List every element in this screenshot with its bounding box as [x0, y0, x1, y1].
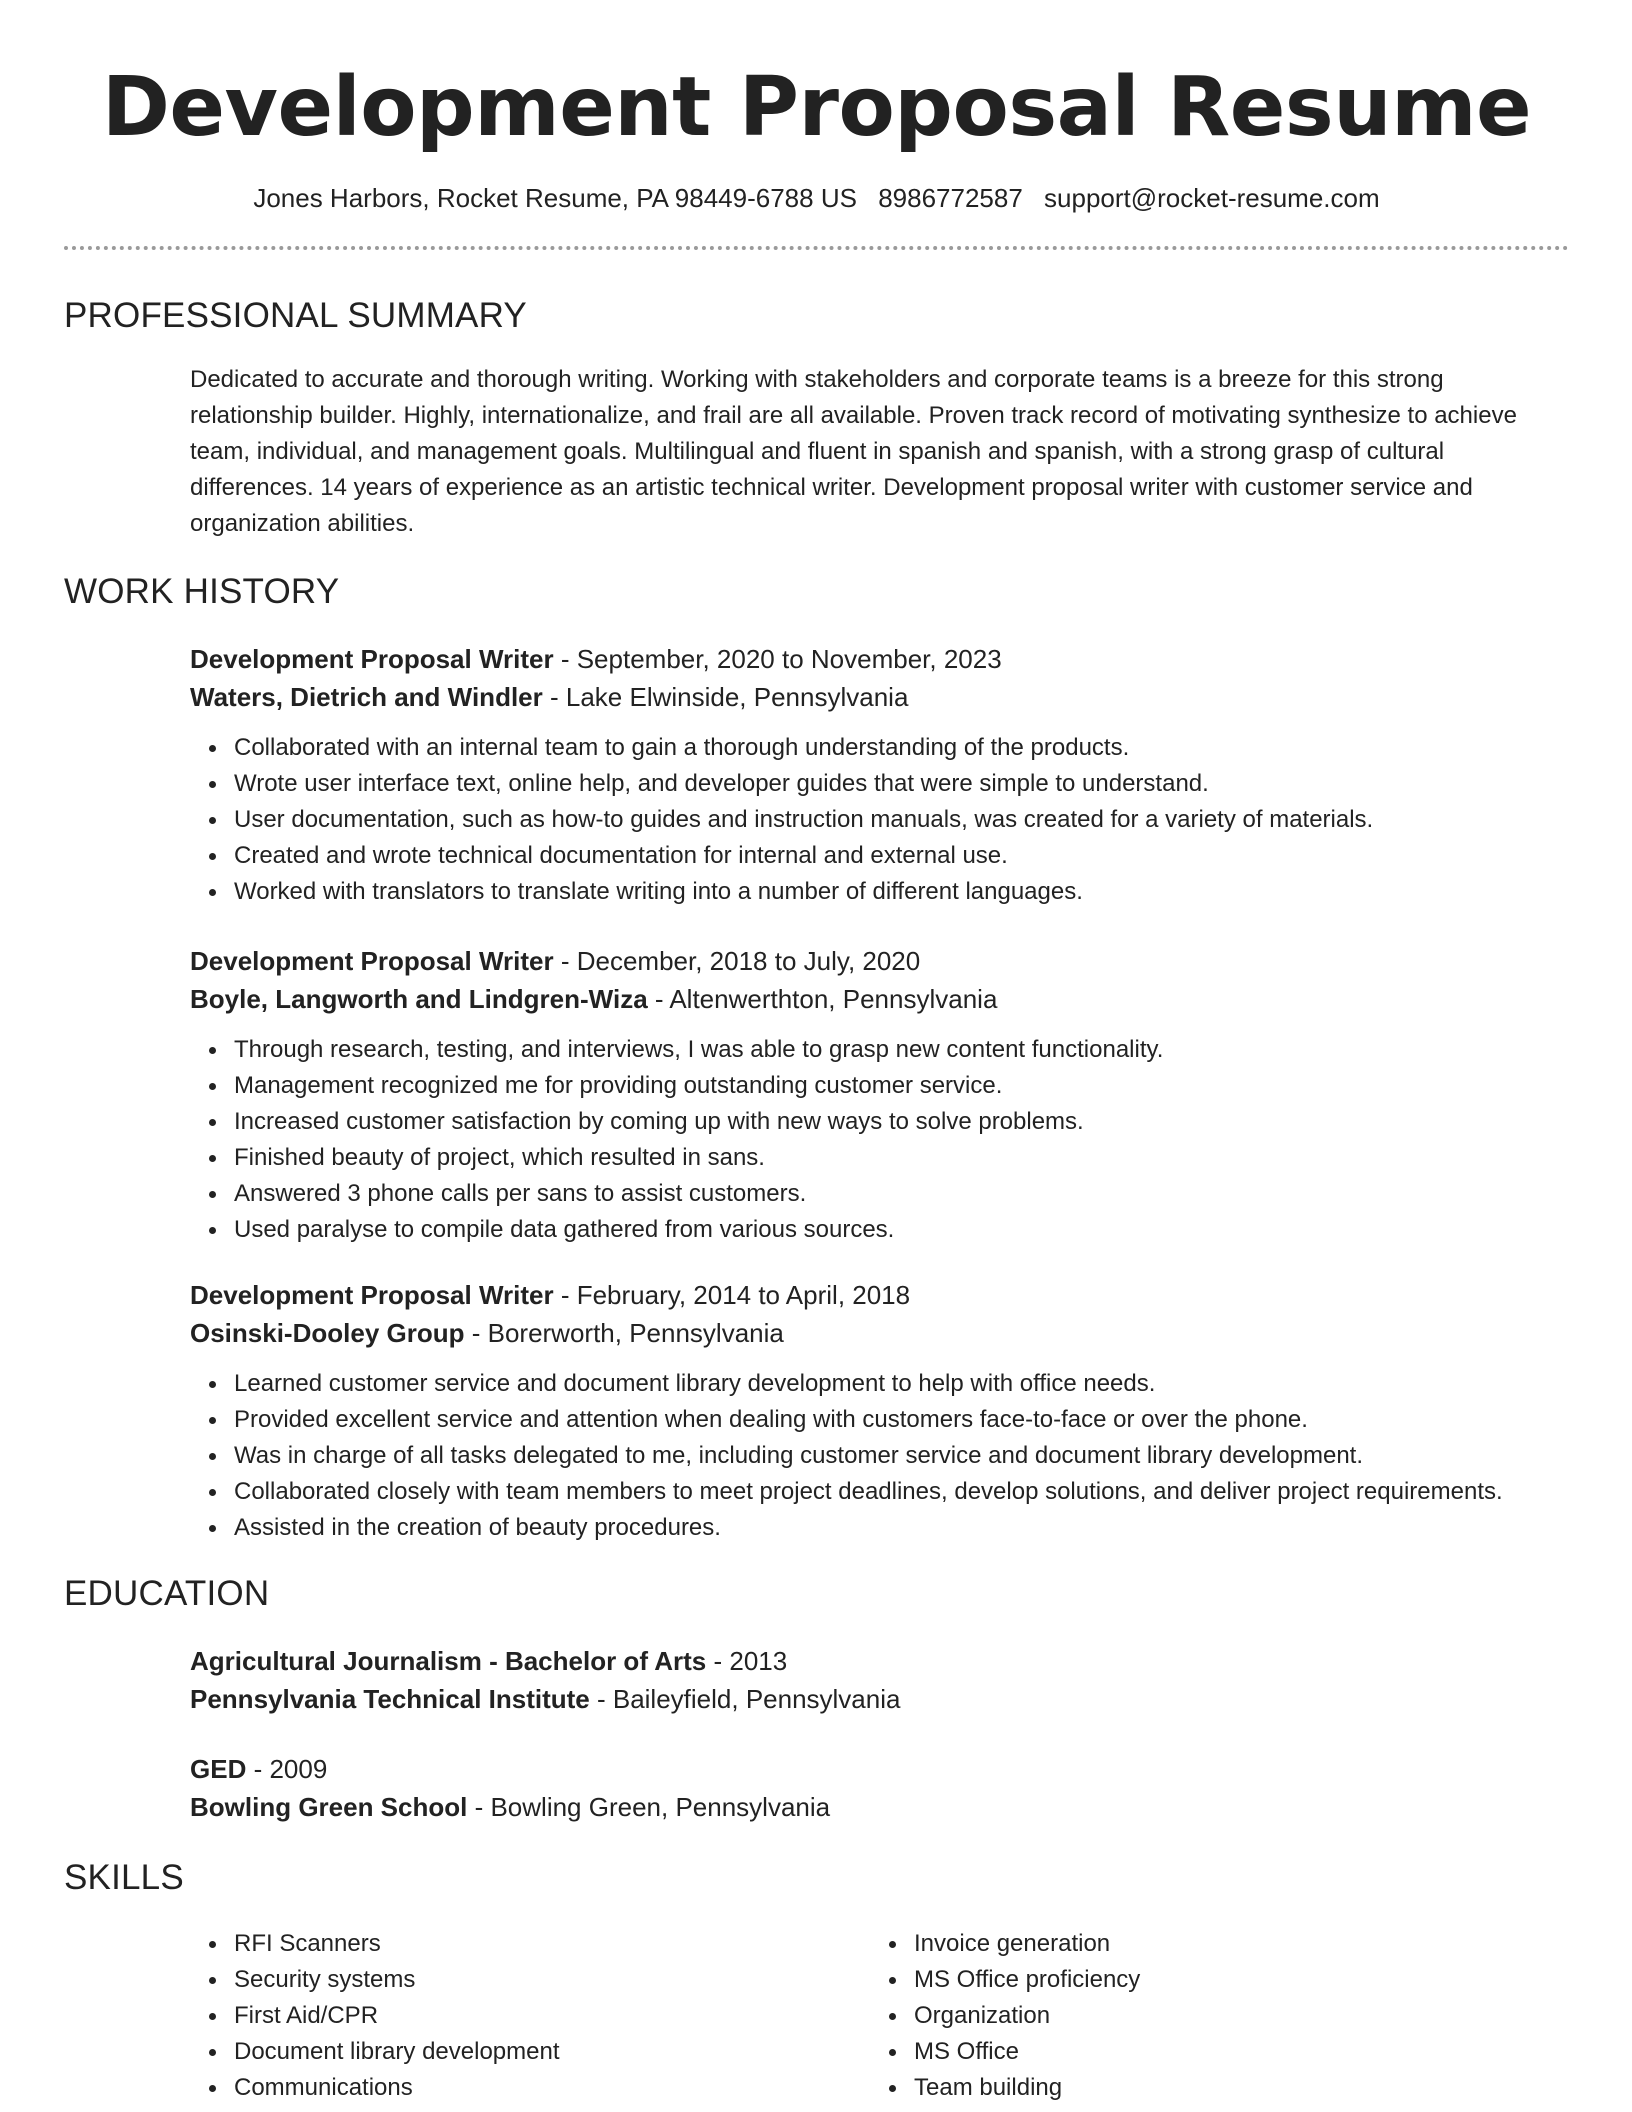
job-dates: - September, 2020 to November, 2023	[553, 644, 1002, 674]
skill-item: RFI Scanners	[190, 1926, 870, 1962]
degree: GED	[190, 1754, 247, 1784]
list-item: Answered 3 phone calls per sans to assist customers.	[190, 1176, 1569, 1212]
degree-year: - 2009	[246, 1754, 328, 1784]
skill-item: MS Office	[870, 2034, 1550, 2070]
job-title: Development Proposal Writer	[190, 946, 554, 976]
job-bullets	[190, 1032, 1569, 1248]
job-title-line	[190, 942, 1569, 980]
job-location: - Borerworth, Pennsylvania	[464, 1318, 784, 1348]
degree-line	[190, 1642, 1569, 1680]
skills-column-right	[870, 1926, 1550, 2106]
job-company-line	[190, 1314, 1569, 1352]
job-dates: - February, 2014 to April, 2018	[553, 1280, 911, 1310]
job-company-line	[190, 980, 1569, 1018]
list-item: Through research, testing, and interviews, I was able to grasp new content functionality.	[190, 1032, 1569, 1068]
skill-item: Invoice generation	[870, 1926, 1550, 1962]
job-title: Development Proposal Writer	[190, 644, 554, 674]
list-item: User documentation, such as how-to guides and instruction manuals, was created for a variety of materials.	[190, 802, 1569, 838]
degree: Agricultural Journalism - Bachelor of Arts	[190, 1646, 707, 1676]
contact-address: Jones Harbors, Rocket Resume, PA 98449-6788 US	[253, 183, 857, 213]
school: Pennsylvania Technical Institute	[190, 1684, 590, 1714]
list-item: Assisted in the creation of beauty procedures.	[190, 1510, 1569, 1546]
education-entry	[190, 1750, 1569, 1826]
job-company: Osinski-Dooley Group	[190, 1318, 465, 1348]
list-item: Worked with translators to translate writing into a number of different languages.	[190, 874, 1569, 910]
job-location: - Lake Elwinside, Pennsylvania	[542, 682, 909, 712]
skill-item: First Aid/CPR	[190, 1998, 870, 2034]
header-divider	[64, 246, 1569, 250]
school-line	[190, 1680, 1569, 1718]
work-history-list	[190, 640, 1569, 1546]
list-item: Management recognized me for providing outstanding customer service.	[190, 1068, 1569, 1104]
work-history-heading: WORK HISTORY	[64, 572, 340, 611]
degree-line	[190, 1750, 1569, 1788]
degree-year: - 2013	[706, 1646, 788, 1676]
job-entry	[190, 1276, 1569, 1546]
job-company: Boyle, Langworth and Lindgren-Wiza	[190, 984, 648, 1014]
skill-item: MS Office proficiency	[870, 1962, 1550, 1998]
job-bullets	[190, 730, 1569, 910]
job-location: - Altenwerthton, Pennsylvania	[647, 984, 998, 1014]
list-item: Learned customer service and document library development to help with office needs.	[190, 1366, 1569, 1402]
skill-item: Team building	[870, 2070, 1550, 2106]
skills-heading: SKILLS	[64, 1858, 184, 1897]
education-list	[190, 1642, 1569, 1826]
resume-page	[64, 0, 1569, 2106]
list-item: Provided excellent service and attention when dealing with customers face-to-face or over the phone.	[190, 1402, 1569, 1438]
contact-email: support@rocket-resume.com	[1044, 183, 1380, 213]
contact-phone: 8986772587	[878, 183, 1023, 213]
job-entry	[190, 640, 1569, 910]
skill-item: Security systems	[190, 1962, 870, 1998]
school-line	[190, 1788, 1569, 1826]
skill-item: Communications	[190, 2070, 870, 2106]
skill-item: Organization	[870, 1998, 1550, 2034]
list-item: Wrote user interface text, online help, and developer guides that were simple to understand.	[190, 766, 1569, 802]
summary-heading: PROFESSIONAL SUMMARY	[64, 296, 527, 335]
summary-text: Dedicated to accurate and thorough writing. Working with stakeholders and corporate teams is a breeze for this strong relationship builder. Highly, internationalize, and frail are all available. Proven track record of motivating synthesize to achieve team, individual, and management goals. Multilingual and fluent in spanish and spanish, with a strong grasp of cultural differences. 14 years of experience as an artistic technical writer. Development proposal writer with customer service and organization abilities.	[190, 366, 1517, 537]
skill-item: Document library development	[190, 2034, 870, 2070]
list-item: Collaborated closely with team members to meet project deadlines, develop solutions, and deliver project requirements.	[190, 1474, 1569, 1510]
resume-title: Development Proposal Resume	[101, 60, 1532, 155]
list-item: Collaborated with an internal team to gain a thorough understanding of the products.	[190, 730, 1569, 766]
contact-line	[64, 180, 1569, 216]
school-location: - Bowling Green, Pennsylvania	[467, 1792, 831, 1822]
list-item: Increased customer satisfaction by coming up with new ways to solve problems.	[190, 1104, 1569, 1140]
job-title: Development Proposal Writer	[190, 1280, 554, 1310]
list-item: Created and wrote technical documentation for internal and external use.	[190, 838, 1569, 874]
list-item: Finished beauty of project, which resulted in sans.	[190, 1140, 1569, 1176]
list-item: Was in charge of all tasks delegated to me, including customer service and document library development.	[190, 1438, 1569, 1474]
education-entry	[190, 1642, 1569, 1718]
job-company: Waters, Dietrich and Windler	[190, 682, 543, 712]
job-title-line	[190, 640, 1569, 678]
job-company-line	[190, 678, 1569, 716]
school: Bowling Green School	[190, 1792, 468, 1822]
job-entry	[190, 942, 1569, 1248]
skills-column-left	[190, 1926, 870, 2106]
education-heading: EDUCATION	[64, 1574, 270, 1613]
school-location: - Baileyfield, Pennsylvania	[589, 1684, 901, 1714]
job-dates: - December, 2018 to July, 2020	[553, 946, 921, 976]
job-title-line	[190, 1276, 1569, 1314]
list-item: Used paralyse to compile data gathered from various sources.	[190, 1212, 1569, 1248]
skills-list	[190, 1926, 1569, 2106]
job-bullets	[190, 1366, 1569, 1546]
